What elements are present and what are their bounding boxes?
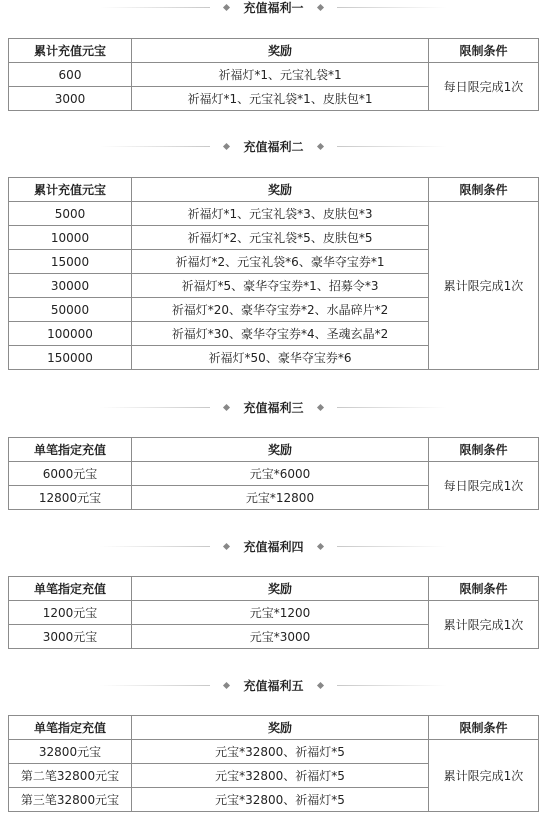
reward-cell: 元宝*3000 [132, 625, 429, 649]
amount-cell: 30000 [9, 274, 132, 298]
section-title-text: 充值福利一 [243, 0, 304, 15]
diamond-icon [316, 681, 323, 688]
table-row [9, 63, 539, 87]
table-header-row [9, 577, 539, 601]
amount-cell: 12800元宝 [9, 486, 132, 510]
divider-right [337, 407, 447, 408]
reward-table [8, 715, 539, 812]
table-header-row [9, 178, 539, 202]
reward-cell: 祈福灯*1、元宝礼袋*3、皮肤包*3 [132, 202, 429, 226]
table-header-cell: 奖励 [132, 39, 429, 63]
diamond-icon [316, 3, 323, 10]
table-row [9, 601, 539, 625]
section-title [0, 397, 547, 417]
amount-cell: 3000 [9, 87, 132, 111]
divider-left [100, 146, 210, 147]
reward-cell: 祈福灯*2、元宝礼袋*6、豪华夺宝券*1 [132, 250, 429, 274]
divider-right [337, 685, 447, 686]
reward-cell: 元宝*32800、祈福灯*5 [132, 740, 429, 764]
amount-cell: 100000 [9, 322, 132, 346]
reward-table [8, 576, 539, 649]
amount-cell: 150000 [9, 346, 132, 370]
table-row [9, 202, 539, 226]
divider-right [337, 7, 447, 8]
condition-cell: 累计限完成1次 [429, 601, 539, 649]
diamond-icon [223, 403, 230, 410]
reward-cell: 祈福灯*20、豪华夺宝券*2、水晶碎片*2 [132, 298, 429, 322]
table-header-cell: 单笔指定充值 [9, 716, 132, 740]
table-header-cell: 累计充值元宝 [9, 178, 132, 202]
reward-cell: 祈福灯*30、豪华夺宝券*4、圣魂玄晶*2 [132, 322, 429, 346]
diamond-icon [316, 142, 323, 149]
table-header-cell: 限制条件 [429, 577, 539, 601]
reward-cell: 祈福灯*1、元宝礼袋*1 [132, 63, 429, 87]
table-header-cell: 奖励 [132, 438, 429, 462]
section-title [0, 536, 547, 556]
reward-table [8, 177, 539, 370]
reward-cell: 元宝*32800、祈福灯*5 [132, 788, 429, 812]
amount-cell: 第二笔32800元宝 [9, 764, 132, 788]
divider-left [100, 685, 210, 686]
amount-cell: 5000 [9, 202, 132, 226]
condition-cell: 累计限完成1次 [429, 740, 539, 812]
condition-cell: 每日限完成1次 [429, 462, 539, 510]
diamond-icon [316, 403, 323, 410]
table-header-cell: 限制条件 [429, 438, 539, 462]
reward-cell: 元宝*12800 [132, 486, 429, 510]
reward-cell: 祈福灯*2、元宝礼袋*5、皮肤包*5 [132, 226, 429, 250]
table-row [9, 462, 539, 486]
table-header-cell: 单笔指定充值 [9, 577, 132, 601]
table-header-cell: 奖励 [132, 577, 429, 601]
reward-cell: 祈福灯*1、元宝礼袋*1、皮肤包*1 [132, 87, 429, 111]
amount-cell: 1200元宝 [9, 601, 132, 625]
condition-cell: 累计限完成1次 [429, 202, 539, 370]
reward-cell: 元宝*6000 [132, 462, 429, 486]
amount-cell: 50000 [9, 298, 132, 322]
section-title [0, 136, 547, 156]
reward-cell: 祈福灯*50、豪华夺宝券*6 [132, 346, 429, 370]
amount-cell: 第三笔32800元宝 [9, 788, 132, 812]
table-header-cell: 限制条件 [429, 39, 539, 63]
divider-left [100, 7, 210, 8]
amount-cell: 3000元宝 [9, 625, 132, 649]
reward-table [8, 38, 539, 111]
table-header-cell: 单笔指定充值 [9, 438, 132, 462]
diamond-icon [223, 542, 230, 549]
table-header-cell: 奖励 [132, 716, 429, 740]
divider-left [100, 546, 210, 547]
section-title [0, 675, 547, 695]
amount-cell: 600 [9, 63, 132, 87]
diamond-icon [316, 542, 323, 549]
amount-cell: 6000元宝 [9, 462, 132, 486]
table-header-row [9, 716, 539, 740]
table-header-cell: 累计充值元宝 [9, 39, 132, 63]
table-header-cell: 限制条件 [429, 178, 539, 202]
section-title-text: 充值福利五 [243, 678, 304, 693]
condition-cell: 每日限完成1次 [429, 63, 539, 111]
divider-right [337, 146, 447, 147]
reward-cell: 元宝*1200 [132, 601, 429, 625]
table-header-cell: 奖励 [132, 178, 429, 202]
divider-right [337, 546, 447, 547]
diamond-icon [223, 681, 230, 688]
section-title [0, 0, 547, 17]
divider-left [100, 407, 210, 408]
diamond-icon [223, 3, 230, 10]
amount-cell: 15000 [9, 250, 132, 274]
reward-cell: 祈福灯*5、豪华夺宝券*1、招募令*3 [132, 274, 429, 298]
reward-table [8, 437, 539, 510]
table-header-row [9, 438, 539, 462]
diamond-icon [223, 142, 230, 149]
table-header-row [9, 39, 539, 63]
reward-cell: 元宝*32800、祈福灯*5 [132, 764, 429, 788]
table-row [9, 740, 539, 764]
section-title-text: 充值福利二 [243, 139, 304, 154]
table-header-cell: 限制条件 [429, 716, 539, 740]
section-title-text: 充值福利三 [243, 400, 304, 415]
amount-cell: 10000 [9, 226, 132, 250]
section-title-text: 充值福利四 [243, 539, 304, 554]
amount-cell: 32800元宝 [9, 740, 132, 764]
